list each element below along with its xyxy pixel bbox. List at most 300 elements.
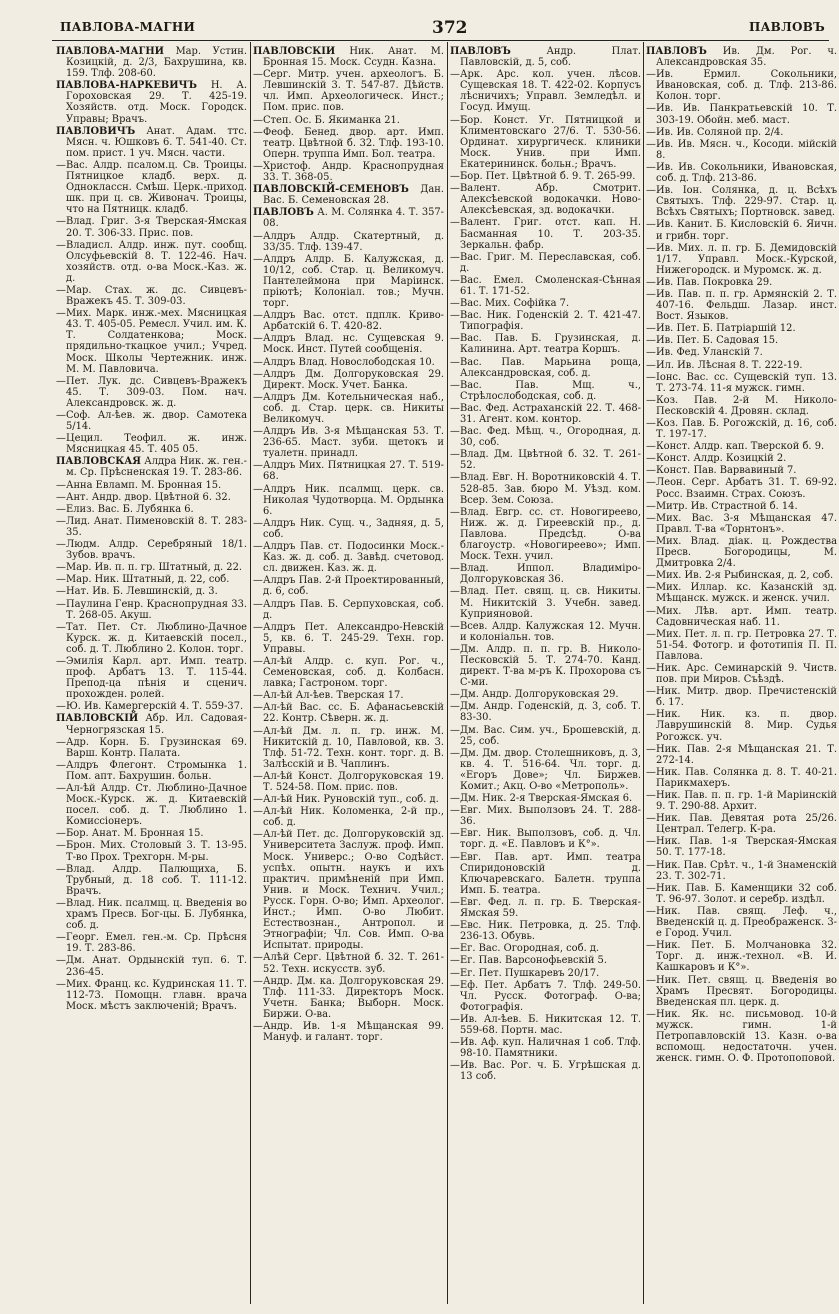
ditto-dash: — xyxy=(646,465,656,477)
directory-subentry xyxy=(253,115,444,126)
ditto-dash: — xyxy=(253,952,263,964)
directory-subentry xyxy=(450,115,641,170)
ditto-dash: — xyxy=(56,586,66,598)
ditto-dash: — xyxy=(450,851,460,863)
ditto-dash: — xyxy=(450,943,460,955)
ditto-dash: — xyxy=(646,69,656,81)
ditto-dash: — xyxy=(253,69,263,81)
ditto-dash: — xyxy=(253,1020,263,1032)
ditto-dash: — xyxy=(646,570,656,582)
entry-text: Ник. Пав. Б. Каменщики 32 соб. Т. 96-97. Золот. и серебр. издѣл. xyxy=(656,882,837,905)
entry-text: Мих. Марк. инж.-мех. Мясницкая 43. Т. 405-05. Ремесл. Учил. им. К. Т. Солдатенкова; Моск. прядильно-ткацкое учил.; Учред. Моск. Школы Чертежник. инж. М. М. Павловича. xyxy=(66,308,247,375)
ditto-dash: — xyxy=(450,724,460,736)
entry-text: Серг. Митр. учен. археологъ. Б. Левшинскій 3. Т. 547-87. Дѣйств. чл. Имп. Археологическ. Инст.; Пом. прис. пов. xyxy=(263,69,444,114)
entry-text: Ал-ѣй Алдр. с. куп. Рог. ч., Семеновская, соб. д. Колбасн. лавка; Гастроном. торг. xyxy=(263,655,444,690)
directory-subentry xyxy=(253,231,444,253)
entry-text: Влад. Алдр. Пaлющиха, Б. Трубный, д. 18 соб. Т. 111-12. Врачъ. xyxy=(66,863,247,897)
ditto-dash: — xyxy=(56,863,66,875)
page-number: 372 xyxy=(432,18,468,38)
directory-subentry xyxy=(646,277,837,288)
ditto-dash: — xyxy=(56,621,66,633)
directory-subentry xyxy=(56,760,247,782)
directory-subentry xyxy=(450,828,641,850)
ditto-dash: — xyxy=(253,541,263,553)
entry-text: Нат. Ив. Б. Левшинскій, д. 3. xyxy=(66,586,218,598)
ditto-dash: — xyxy=(253,333,263,345)
entry-text: Евг. Мих. Выползовъ 24. Т. 288-36. xyxy=(460,805,641,828)
directory-subentry xyxy=(450,1014,641,1036)
entry-text: Алдръ Пав. ст. Подосинки Моск.-Каз. ж. д. соб. д. Завѣд. счетовод. сл. движен. Каз. ж. д. xyxy=(263,541,444,575)
ditto-dash: — xyxy=(646,161,656,173)
entry-text: Евг. Фед. л. п. гр. Б. Тверская-Ямская 59. xyxy=(460,896,641,920)
entry-text: Н. А. Гороховская 29. Т. 425-19. Хозяйств. отд. Моск. Городск. Управы; Врачъ. xyxy=(66,80,247,125)
directory-entry xyxy=(450,46,641,68)
ditto-dash: — xyxy=(253,621,263,633)
ditto-dash: — xyxy=(56,410,66,421)
ditto-dash: — xyxy=(450,967,460,979)
entry-text: Ал-ѣй Вас. сс. Б. Афанасьевскій 22. Контр. Сѣверн. ж. д. xyxy=(263,702,444,725)
directory-subentry xyxy=(56,932,247,954)
ditto-dash: — xyxy=(450,114,460,126)
entry-text: Алѣй Серг. Цвѣтной б. 32. Т. 261-52. Техн. искусств. зуб. xyxy=(263,952,444,975)
entry-text: Алдръ Влад. нс. Сущевская 9. Моск. Инст. Путей сообщенія. xyxy=(263,333,444,356)
directory-subentry xyxy=(253,656,444,689)
entry-text: Алдръ Пав. 2-й Проектированный, д. 6, соб. xyxy=(263,575,444,598)
entry-text: Дм. Андр. Долгоруковская 29. xyxy=(460,689,619,701)
entry-text: Вас. Алдр. псалом.ц. Св. Троицы. Пятницкое кладб. верх. д. Одноклассн. Смѣш. Церк.-приход. шк. при ц. св. Живонач. Троицы, что на Пятницк. кладб. xyxy=(66,159,247,216)
ditto-dash: — xyxy=(450,298,460,310)
entry-text: Ал-ѣй Алдр. Ст. Люблино-Дачное Моск.-Курск. ж. д. Китаевскій посел. соб. д. Т. Люблино 1. Комиссіонеръ. xyxy=(66,783,247,828)
directory-subentry xyxy=(56,656,247,700)
entry-text: Ал-ѣй Пет. дс. Долгоруковскій зд. Университета Заслуж. проф. Имп. Моск. Универс.; О-во Содѣйст. успѣх. опытн. наукъ и ихъ практич. примѣненій при Имп. Унив. и Моск. Технич. Учил.; Русск. Горн. О-во; Имп. Археолог. Инст.; Имп. О-во Любит. Естествознан., Антропол. и Этнографіи; Чл. Сов. Имп. О-ва Испытат. природы. xyxy=(263,829,444,952)
entry-text: Дм. Вас. Сим. уч., Брошевскій, д. 25, соб. xyxy=(460,724,641,747)
directory-subentry xyxy=(646,127,837,138)
directory-subentry xyxy=(450,748,641,792)
entry-text: Вас. Пав. Марьина роща, Александровская, соб. д. xyxy=(460,356,641,379)
entry-text: Абр. Ил. Садовая-Черногрязская 15. xyxy=(66,713,247,736)
directory-entry xyxy=(253,207,444,229)
entry-text: Ив. Фед. Уланскій 7. xyxy=(656,347,763,359)
directory-subentry xyxy=(253,369,444,391)
entry-text: Степ. Ос. Б. Якиманка 21. xyxy=(263,114,400,126)
directory-subentry xyxy=(450,793,641,804)
entry-text: Вас. Фед. Мѣщ. ч., Огородная, д. 30, соб. xyxy=(460,426,641,449)
ditto-dash: — xyxy=(253,368,263,380)
directory-subentry xyxy=(450,968,641,979)
ditto-dash: — xyxy=(56,828,66,840)
entry-text: Бор. Пет. Цвѣтной б. 9. Т. 265-99. xyxy=(460,171,636,183)
ditto-dash: — xyxy=(56,216,66,228)
entry-text: Ник. Пав. Солянка д. 8. Т. 40-21. Парикмахеръ. xyxy=(656,766,837,789)
directory-subentry xyxy=(646,323,837,334)
surname-heading: ПАВЛОВЪ xyxy=(253,207,314,219)
entry-text: Ив. Пет. Б. Патріаршій 12. xyxy=(656,323,796,335)
entry-text: Валент. Абр. Смотрит. Алексѣевской водокачки. Ново-Алексѣевская, зд. водокачки. xyxy=(460,183,641,217)
ditto-dash: — xyxy=(56,375,66,387)
entry-text: Алдръ Ник. Сущ. ч., Задняя, д. 5, соб. xyxy=(263,517,444,540)
entry-text: Дм. Ник. 2-я Тверская-Ямская 6. xyxy=(460,793,633,805)
directory-subentry xyxy=(450,275,641,297)
entry-text: Ив. Аф. куп. Наличная 1 соб. Тлф. 98-10. Памятники. xyxy=(460,1037,641,1060)
directory-subentry xyxy=(450,1037,641,1059)
ditto-dash: — xyxy=(253,829,263,841)
ditto-dash: — xyxy=(450,1060,460,1072)
directory-subentry xyxy=(450,217,641,250)
directory-subentry xyxy=(450,563,641,585)
directory-subentry xyxy=(646,69,837,102)
directory-subentry xyxy=(253,161,444,183)
ditto-dash: — xyxy=(56,759,66,771)
surname-heading: ПАВЛОВА-МАГНИ xyxy=(56,46,164,57)
ditto-dash: — xyxy=(646,418,656,429)
entry-text: Влад. Пет. свящ. ц. св. Никиты. М. Никитскій 3. Учебн. завед. Куприяновой. xyxy=(460,586,641,620)
directory-subentry xyxy=(450,69,641,113)
entry-text: Пет. Лук. дс. Сивцевъ-Вражекъ 45. Т. 309-03. Пом. нач. Александровск. ж. д. xyxy=(66,375,247,409)
ditto-dash: — xyxy=(56,736,66,748)
ditto-dash: — xyxy=(253,356,263,368)
directory-subentry xyxy=(56,955,247,977)
directory-subentry xyxy=(646,1009,837,1064)
entry-text: Мих. Пет. л. п. гр. Петровка 27. Т. 51-54. Фотогр. и фототипія П. П. Павлова. xyxy=(656,628,837,662)
entry-text: Ю. Ив. Камергерскій 4. Т. 559-37. xyxy=(66,701,244,713)
entry-text: Ник. Арс. Семинарскій 9. Чиств. пов. при Миров. Съѣздѣ. xyxy=(656,662,837,686)
column-3 xyxy=(450,46,641,1304)
directory-subentry xyxy=(56,410,247,432)
ditto-dash: — xyxy=(646,605,656,617)
ditto-dash: — xyxy=(450,449,460,461)
directory-subentry xyxy=(450,955,641,966)
directory-entry xyxy=(253,46,444,68)
entry-text: Ник. Пав. 1-я Тверская-Ямская 50. Т. 177-18. xyxy=(656,836,837,859)
entry-text: Ив. Пав. Покровка 29. xyxy=(656,276,773,288)
directory-subentry xyxy=(253,976,444,1020)
entry-text: Лид. Анат. Пименовскій 8. Т. 283-35. xyxy=(66,515,247,538)
directory-subentry xyxy=(56,240,247,284)
ditto-dash: — xyxy=(646,441,656,453)
entry-text: Влад. Евг. Н. Воротниковскій 4. Т. 528-85. Зав. бюро М. Уѣзд. ком. Всер. Зем. Союза. xyxy=(460,472,641,506)
directory-subentry xyxy=(646,836,837,858)
directory-subentry xyxy=(646,860,837,882)
entry-text: Ник. Пав. Срѣт. ч., 1-й Знаменскій 23. Т. 302-71. xyxy=(656,859,837,882)
running-head-left: ПАВЛОВА-МАГНИ xyxy=(60,20,196,34)
entry-text: Алдръ Влад. Новослободская 10. xyxy=(263,356,435,368)
directory-subentry xyxy=(253,254,444,309)
entry-text: Ив. Ив. Сокольники, Ивановская, соб. д. Тлф. 213-86. xyxy=(656,161,837,185)
directory-subentry xyxy=(646,453,837,464)
entry-text: Влад. Евгр. сс. ст. Новогиреево, Ниж. ж. д. Гиреевскій пр., д. Павлова. Предсѣд. О-ва благоустр. «Новогиреево»; Имп. Моск. Техн. учил. xyxy=(460,506,641,563)
directory-subentry xyxy=(253,518,444,540)
entry-text: Ив. Ал-ѣев. Б. Никитская 12. Т. 559-68. Портн. мас. xyxy=(460,1013,641,1036)
ditto-dash: — xyxy=(646,323,656,335)
directory-subentry xyxy=(56,504,247,515)
entry-text: Алдръ Дм. Котельническая наб., соб. д. Стар. церк. св. Никиты Великомуч. xyxy=(263,391,444,425)
directory-subentry xyxy=(450,472,641,505)
ditto-dash: — xyxy=(450,402,460,414)
entry-text: Алдръ Ив. 3-я Мѣщанская 53. Т. 236-65. Маст. зуби. щетокъ и туалетн. принадл. xyxy=(263,426,444,460)
entry-text: Анна Евламп. М. Бронная 15. xyxy=(66,479,222,491)
ditto-dash: — xyxy=(253,702,263,714)
entry-text: Конст. Алдр. Козицкій 2. xyxy=(656,453,787,465)
directory-subentry xyxy=(646,536,837,569)
directory-subentry xyxy=(450,980,641,1013)
directory-subentry xyxy=(450,171,641,182)
ditto-dash: — xyxy=(646,276,656,288)
entry-text: Ив. Ив. Соляной пр. 2/4. xyxy=(656,126,784,138)
entry-text: Ник. Пет. Б. Молчановка 32. Торг. д. инж.-технол. «В. И. Кашкаровъ и К°». xyxy=(656,940,837,974)
ditto-dash: — xyxy=(450,171,460,183)
entry-text: Алдръ Дм. Долгоруковская 29. Директ. Моск. Учет. Банка. xyxy=(263,368,444,391)
ditto-dash: — xyxy=(450,896,460,908)
entry-text: Мих. Лѣв. арт. Имп. театр. Садовническая наб. 11. xyxy=(656,605,837,628)
directory-subentry xyxy=(646,813,837,835)
entry-text: Анат. Адам. ттс. Мясн. ч. Юшковъ 6. Т. 541-40. Ст. пом. прист. 1 уч. Мясн. части. xyxy=(66,125,247,159)
ditto-dash: — xyxy=(646,477,656,489)
entry-text: Владисл. Алдр. инж. пут. сообщ. Олсуфьевскій 8. Т. 122-46. Нач. хозяйств. отд. о-ва Моск.-Каз. ж. д. xyxy=(66,239,247,284)
directory-subentry xyxy=(450,943,641,954)
directory-subentry xyxy=(450,183,641,216)
ditto-dash: — xyxy=(450,69,460,81)
ditto-dash: — xyxy=(56,284,66,296)
directory-subentry xyxy=(450,701,641,723)
entry-text: Евг. Ник. Выползовъ, соб. д. Чл. торг. д. «Е. Павловъ и К°». xyxy=(460,828,641,851)
entry-text: Вас. Пав. Мщ. ч., Стрѣлослободская, соб. д. xyxy=(460,379,641,402)
ditto-dash: — xyxy=(56,479,66,491)
entry-text: Влад. Григ. 3-я Тверская-Ямская 20. Т. 306-33. Прис. пов. xyxy=(66,216,247,239)
directory-entry xyxy=(56,46,247,79)
entry-text: Алдръ Ник. псалмщ. церк. св. Николая Чудотворца. М. Ордынка 6. xyxy=(263,483,444,517)
directory-subentry xyxy=(646,219,837,241)
entry-text: Влад. Ник. псалмщ. ц. Введенія во храмъ Пресв. Бог-цы. Б. Лубянка, соб. д. xyxy=(66,897,247,932)
directory-subentry xyxy=(253,484,444,517)
directory-subentry xyxy=(646,790,837,812)
ditto-dash: — xyxy=(646,836,656,848)
ditto-dash: — xyxy=(56,562,66,574)
entry-text: Ив. Пет. Б. Садовая 15. xyxy=(656,335,779,347)
surname-heading: ПАВЛОВЪ xyxy=(646,46,707,57)
directory-subentry xyxy=(56,737,247,759)
ditto-dash: — xyxy=(450,563,460,575)
entry-text: Еф. Пет. Арбатъ 7. Тлф. 249-50. Чл. Русск. Фотограф. О-ва; Фотографія. xyxy=(460,979,641,1013)
ditto-dash: — xyxy=(646,335,656,347)
directory-subentry xyxy=(450,403,641,425)
ditto-dash: — xyxy=(646,662,656,674)
entry-text: Мих. Франц. кс. Кудринская 11. Т. 112-73. Помощн. главн. врача Моск. мѣстъ заключеній; Врачъ. xyxy=(66,978,247,1012)
ditto-dash: — xyxy=(253,725,263,737)
ditto-dash: — xyxy=(450,955,460,967)
ditto-dash: — xyxy=(56,574,66,586)
entry-text: Ив. Ив. Панкратьевскій 10. Т. 303-19. Обойн. меб. маст. xyxy=(656,103,837,126)
surname-heading: ПАВЛОВСКІЙ xyxy=(253,46,336,57)
ditto-dash: — xyxy=(56,932,66,944)
entry-text: Ник. Пет. свящ. ц. Введенія во Храмъ Пресвят. Богородицы. Введенская пл. церк. д. xyxy=(656,974,837,1008)
ditto-dash: — xyxy=(56,308,66,320)
ditto-dash: — xyxy=(253,575,263,587)
directory-subentry xyxy=(56,599,247,621)
directory-entry xyxy=(646,46,837,68)
directory-subentry xyxy=(646,347,837,358)
directory-subentry xyxy=(56,898,247,931)
entry-text: Вас. Пав. Б. Грузинская, д. Калинина. Арт. театра Коршъ. xyxy=(460,333,641,356)
ditto-dash: — xyxy=(646,686,656,698)
directory-subentry xyxy=(56,160,247,215)
directory-subentry xyxy=(56,979,247,1012)
directory-subentry xyxy=(56,480,247,491)
directory-subentry xyxy=(646,289,837,322)
ditto-dash: — xyxy=(56,159,66,171)
ditto-dash: — xyxy=(253,517,263,529)
entry-text: Андр. Дм. ка. Долгоруковская 29. Тлф. 111-33. Директоръ Моск. Учетн. Банка; Выборн. Моск. Биржи. О-ва. xyxy=(263,975,444,1020)
ditto-dash: — xyxy=(253,975,263,987)
surname-heading: ПАВЛОВЪ xyxy=(450,46,511,57)
ditto-dash: — xyxy=(450,828,460,840)
directory-subentry xyxy=(253,357,444,368)
directory-subentry xyxy=(253,127,444,160)
entry-text: Ив. Іон. Солянка, д. ц. Всѣхъ Святыхъ. Тлф. 229-97. Стар. ц. Всѣхъ Святыхъ; Портновск. завед. xyxy=(656,185,837,219)
directory-subentry xyxy=(450,689,641,700)
directory-subentry xyxy=(450,298,641,309)
entry-text: Мих. Иллар. кс. Казанскій зд. Мѣщанск. мужск. и женск. учил. xyxy=(656,582,837,605)
directory-subentry xyxy=(450,920,641,942)
entry-text: Мар. Устин. Козицкій, д. 2/3, Бахрушина, кв. 159. Тлф. 208-60. xyxy=(66,46,247,80)
ditto-dash: — xyxy=(450,183,460,195)
ditto-dash: — xyxy=(450,643,460,655)
directory-subentry xyxy=(646,883,837,905)
ditto-dash: — xyxy=(450,689,460,701)
entry-text: Алдръ Алдр. Скатертный, д. 33/35. Тлф. 139-47. xyxy=(263,230,444,253)
ditto-dash: — xyxy=(56,897,66,909)
directory-subentry xyxy=(646,103,837,125)
ditto-dash: — xyxy=(56,783,66,794)
ditto-dash: — xyxy=(646,500,656,512)
entry-text: Коз. Пав. Б. Рогожскій, д. 16, соб. Т. 197-17. xyxy=(656,418,837,441)
entry-text: Андр. Ив. 1-я Мѣщанская 99. Мануф. и галант. торг. xyxy=(263,1020,444,1044)
ditto-dash: — xyxy=(646,766,656,778)
ditto-dash: — xyxy=(253,230,263,242)
entry-text: Іонс. Вас. сс. Сущевскій туп. 13. Т. 273-74. 11-я мужск. гимн. xyxy=(656,371,837,394)
ditto-dash: — xyxy=(646,535,656,547)
ditto-dash: — xyxy=(450,426,460,438)
entry-text: Влад. Иппол. Владиміро-Долгоруковская 36. xyxy=(460,563,641,586)
ditto-dash: — xyxy=(56,840,66,852)
ditto-dash: — xyxy=(253,690,263,702)
entry-text: Алдръ Алдр. Б. Калужская, д. 10/12, соб. Стар. ц. Великомуч. Пантелеймона при Маріинск. пріютѣ; Колоніал. тов.; Мучн. торг. xyxy=(263,253,444,310)
ditto-dash: — xyxy=(646,103,656,115)
directory-subentry xyxy=(56,562,247,573)
ditto-dash: — xyxy=(646,582,656,594)
ditto-dash: — xyxy=(253,794,263,806)
ditto-dash: — xyxy=(450,701,460,713)
directory-subentry xyxy=(56,539,247,561)
ditto-dash: — xyxy=(56,701,66,713)
entry-text: Ив. Пав. п. п. гр. Армянскій 2. Т. 407-16. Фельдш. Лазар. инст. Вост. Языков. xyxy=(656,288,837,323)
entry-text: Алдръ Пав. Б. Серпуховская, соб. д. xyxy=(263,598,444,621)
directory-subentry xyxy=(646,513,837,535)
directory-entry xyxy=(253,184,444,206)
ditto-dash: — xyxy=(56,503,66,515)
ditto-dash: — xyxy=(253,655,263,667)
entry-text: Алдра Ник. ж. ген.-м. Ср. Прѣсненская 19. Т. 283-86. xyxy=(66,456,247,479)
entry-text: Леон. Серг. Арбатъ 31. Т. 69-92. Росс. Взаимн. Страх. Союзъ. xyxy=(656,477,837,500)
ditto-dash: — xyxy=(450,356,460,368)
entry-text: Конст. Алдр. кап. Тверской б. 9. xyxy=(656,441,825,453)
ditto-dash: — xyxy=(450,333,460,345)
ditto-dash: — xyxy=(253,770,263,782)
entry-text: Вас. Григ. М. Переславская, соб. д. xyxy=(460,251,641,274)
entry-text: Ив. Ермил. Сокольники, Ивановская, соб. д. Тлф. 213-86. Колон. торг. xyxy=(656,69,837,103)
entry-text: Андр. Плат. Павловскій, д. 5, соб. xyxy=(460,46,641,69)
directory-subentry xyxy=(253,829,444,951)
directory-subentry xyxy=(253,1021,444,1043)
directory-subentry xyxy=(646,663,837,685)
ditto-dash: — xyxy=(253,160,263,172)
ditto-dash: — xyxy=(56,515,66,527)
directory-subentry xyxy=(450,333,641,355)
directory-subentry xyxy=(450,586,641,619)
ditto-dash: — xyxy=(56,491,66,503)
directory-subentry xyxy=(646,709,837,742)
directory-subentry xyxy=(56,622,247,655)
directory-subentry xyxy=(646,606,837,628)
ditto-dash: — xyxy=(646,905,656,917)
ditto-dash: — xyxy=(253,806,263,818)
entry-text: Мар. Ник. Штатный, д. 22, соб. xyxy=(66,574,230,586)
directory-subentry xyxy=(253,460,444,482)
entry-text: Ник. Пав. п. п. гр. 1-й Маріинскій 9. Т. 290-88. Архит. xyxy=(656,790,837,813)
ditto-dash: — xyxy=(646,743,656,755)
entry-text: Бор. Анат. М. Бронная 15. xyxy=(66,828,204,840)
entry-text: Соф. Ал-ѣев. ж. двор. Самотека 5/14. xyxy=(66,410,247,433)
entry-text: Ант. Андр. двор. Цвѣтной 6. 32. xyxy=(66,491,231,503)
ditto-dash: — xyxy=(646,813,656,825)
surname-heading: ПАВЛОВСКІЙ xyxy=(56,713,139,725)
directory-entry xyxy=(56,126,247,159)
entry-text: Георг. Емел. ген.-м. Ср. Прѣсня 19. Т. 283-86. xyxy=(66,932,247,955)
entry-text: Арк. Арс. кол. учен. лѣсов. Сущевская 18. Т. 422-02. Корпусъ лѣсничихъ; Управл. Земледѣл. и Госуд. Имущ. xyxy=(460,69,641,114)
entry-text: Евг. Пав. арт. Имп. театра Спиридоновскій д. Ключаревскаго. Балетн. труппа Имп. Б. театра. xyxy=(460,851,641,896)
entry-text: Евс. Ник. Петровка, д. 25. Тлф. 236-13. Обувь. xyxy=(460,920,641,943)
entry-text: Христоф. Андр. Краснопрудная 33. Т. 368-05. xyxy=(263,160,444,184)
ditto-dash: — xyxy=(253,598,263,610)
entry-text: Ник. Пав. свящ. Леф. ч., Введенскій ц. д. Преображенск. 3-е Город. Учил. xyxy=(656,905,837,940)
ditto-dash: — xyxy=(56,598,66,610)
directory-subentry xyxy=(450,310,641,332)
directory-subentry xyxy=(56,701,247,712)
ditto-dash: — xyxy=(646,394,656,406)
entry-text: Цецил. Теофил. ж. инж. Мясницкая 45. Т. 405 05. xyxy=(66,433,247,456)
directory-subentry xyxy=(253,806,444,828)
directory-subentry xyxy=(646,767,837,789)
directory-subentry xyxy=(56,492,247,503)
directory-subentry xyxy=(646,243,837,276)
directory-subentry xyxy=(56,840,247,862)
entry-text: Бор. Конст. Уг. Пятницкой и Климентовскаго 27/6. Т. 530-56. Ординат. хирургическ. клиники Моск. Унив. при Имп. Екатерининск. больн.; Врачъ. xyxy=(460,114,641,170)
ditto-dash: — xyxy=(253,483,263,495)
ditto-dash: — xyxy=(646,126,656,138)
ditto-dash: — xyxy=(646,512,656,524)
directory-subentry xyxy=(253,794,444,805)
entry-text: Ник. Як. нс. письмовод. 10-й мужск. гимн. 1-й Петропавловскій 13. Казн. о-ва вспомощ. недостаточн. учен. женск. гимн. О. Ф. Протопоповой. xyxy=(656,1008,837,1065)
ditto-dash: — xyxy=(450,472,460,484)
ditto-dash: — xyxy=(450,1037,460,1049)
ditto-dash: — xyxy=(56,955,66,967)
entry-text: Ал-ѣй Ник. Коломенка, 2-й пр., соб. д. xyxy=(263,806,444,829)
directory-subentry xyxy=(646,570,837,581)
ditto-dash: — xyxy=(646,709,656,721)
entry-text: Ник. Анат. М. Бронная 15. Моск. Ссудн. Казна. xyxy=(263,46,444,69)
entry-text: Ив. Вас. Рог. ч. Б. Угрѣшская д. 13 соб. xyxy=(460,1060,641,1083)
entry-text: Ник. Ник. кз. п. двор. Лаврушинскій 8. Мир. Судья Рогожск. уч. xyxy=(656,709,837,743)
directory-subentry xyxy=(646,686,837,708)
